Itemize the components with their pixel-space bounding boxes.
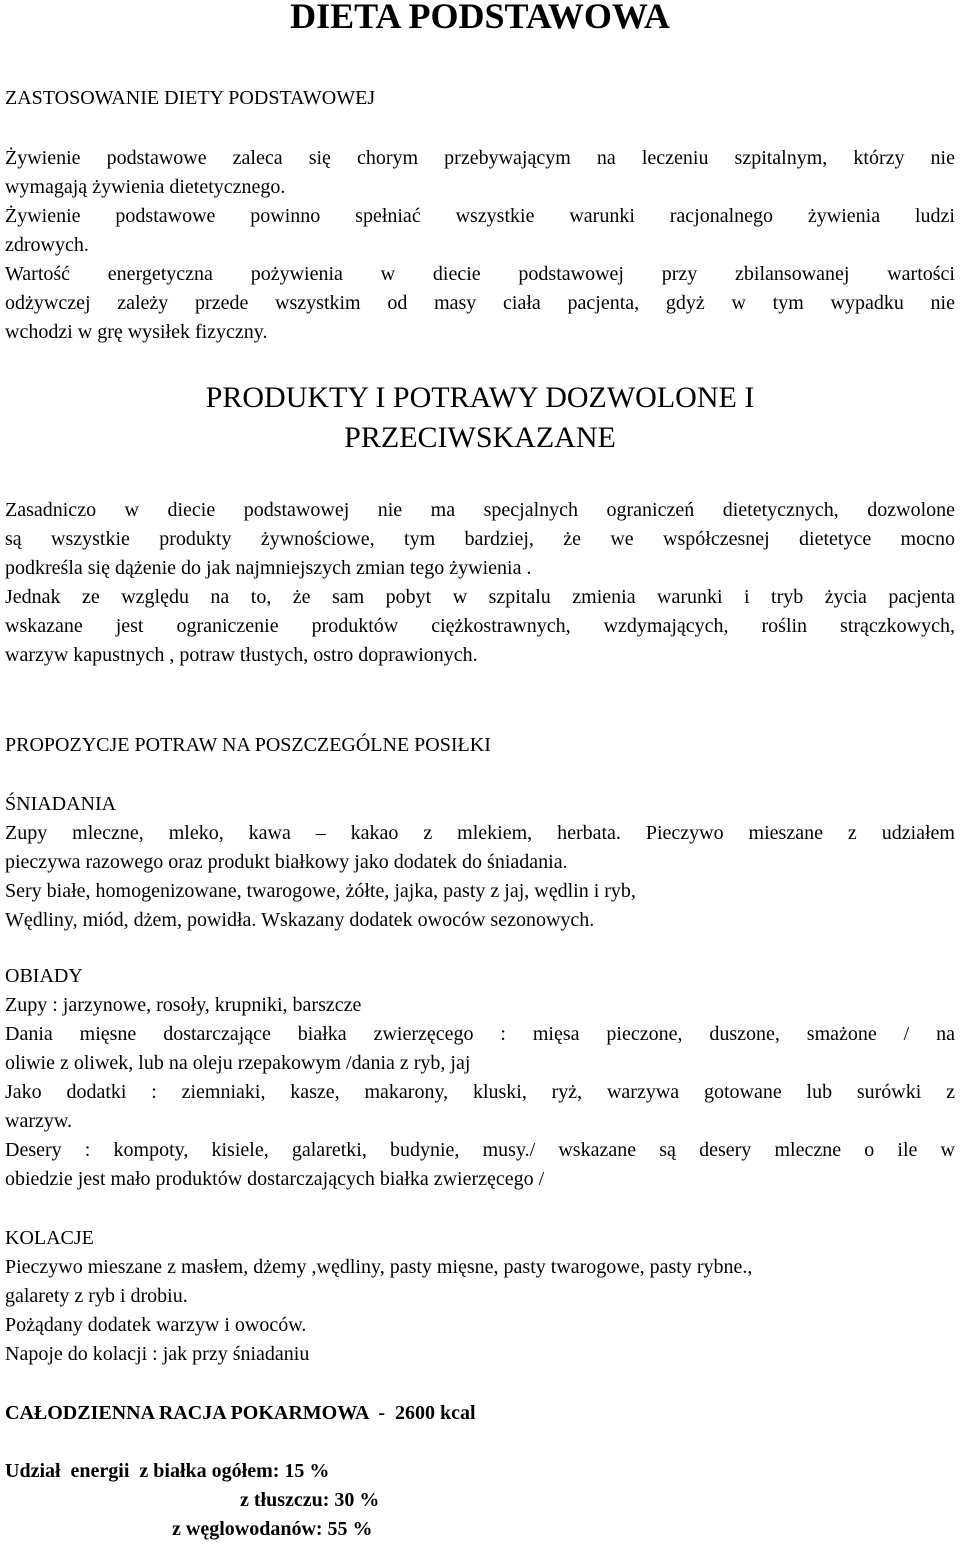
paragraph-line: Pieczywo mieszane z masłem, dżemy ,wędliny, pasty mięsne, pasty twarogowe, pasty rybne., <box>5 1256 753 1278</box>
paragraph-line: obiedzie jest mało produktów dostarczających białka zwierzęcego / <box>5 1168 545 1190</box>
paragraph-line: wchodzi w grę wysiłek fizyczny. <box>5 321 268 343</box>
section-heading-application: ZASTOSOWANIE DIETY PODSTAWOWEJ <box>5 87 376 109</box>
section-heading-products-line2: PRZECIWSKAZANE <box>344 421 616 454</box>
energy-share-fat: z tłuszczu: 30 % <box>240 1489 380 1511</box>
energy-share-protein: Udział energii z białka ogółem: 15 % <box>5 1460 330 1482</box>
paragraph-line: Żywienie podstawowe powinno spełniać wszystkie warunki racjonalnego żywienia ludzi <box>5 205 955 227</box>
paragraph-line: galarety z ryb i drobiu. <box>5 1285 188 1307</box>
paragraph-line: Pożądany dodatek warzyw i owoców. <box>5 1314 307 1336</box>
paragraph-line: Żywienie podstawowe zaleca się chorym przebywającym na leczeniu szpitalnym, którzy nie <box>5 147 955 169</box>
paragraph-line: Desery : kompoty, kisiele, galaretki, budynie, musy./ wskazane są desery mleczne o ile w <box>5 1139 955 1161</box>
subheading-breakfast: ŚNIADANIA <box>5 793 117 815</box>
paragraph-line: Wartość energetyczna pożywienia w diecie podstawowej przy zbilansowanej wartości <box>5 263 955 285</box>
paragraph-line: Zasadniczo w diecie podstawowej nie ma specjalnych ograniczeń dietetycznych, dozwolone <box>5 499 955 521</box>
paragraph-line: odżywczej zależy przede wszystkim od masy ciała pacjenta, gdyż w tym wypadku nie <box>5 292 955 314</box>
page-title: DIETA PODSTAWOWA <box>290 0 670 36</box>
paragraph-line: wskazane jest ograniczenie produktów ciężkostrawnych, wzdymających, roślin strączkowych, <box>5 615 955 637</box>
daily-ration: CAŁODZIENNA RACJA POKARMOWA - 2600 kcal <box>5 1402 476 1424</box>
paragraph-line: Jako dodatki : ziemniaki, kasze, makarony, kluski, ryż, warzywa gotowane lub surówki z <box>5 1081 955 1103</box>
paragraph-line: pieczywa razowego oraz produkt białkowy jako dodatek do śniadania. <box>5 851 568 873</box>
energy-share-carbohydrates: z węglowodanów: 55 % <box>172 1518 373 1540</box>
paragraph-line: warzyw. <box>5 1110 73 1132</box>
paragraph-line: Zupy : jarzynowe, rosoły, krupniki, barszcze <box>5 994 362 1016</box>
section-heading-meals: PROPOZYCJE POTRAW NA POSZCZEGÓLNE POSIŁKI <box>5 734 491 756</box>
paragraph-line: Jednak ze względu na to, że sam pobyt w szpitalu zmienia warunki i tryb życia pacjenta <box>5 586 955 608</box>
paragraph-line: Dania mięsne dostarczające białka zwierzęcego : mięsa pieczone, duszone, smażone / na <box>5 1023 955 1045</box>
section-heading-products-line1: PRODUKTY I POTRAWY DOZWOLONE I <box>205 381 755 414</box>
paragraph-line: wymagają żywienia dietetycznego. <box>5 176 286 198</box>
paragraph-line: Zupy mleczne, mleko, kawa – kakao z mlekiem, herbata. Pieczywo mieszane z udziałem <box>5 822 955 844</box>
subheading-dinner: KOLACJE <box>5 1227 94 1249</box>
subheading-lunch: OBIADY <box>5 965 83 987</box>
paragraph-line: Napoje do kolacji : jak przy śniadaniu <box>5 1343 310 1365</box>
paragraph-line: zdrowych. <box>5 234 89 256</box>
paragraph-line: warzyw kapustnych , potraw tłustych, ostro doprawionych. <box>5 644 478 666</box>
paragraph-line: Wędliny, miód, dżem, powidła. Wskazany dodatek owoców sezonowych. <box>5 909 595 931</box>
paragraph-line: Sery białe, homogenizowane, twarogowe, żółte, jajka, pasty z jaj, wędlin i ryb, <box>5 880 636 902</box>
paragraph-line: podkreśla się dążenie do jak najmniejszych zmian tego żywienia . <box>5 557 532 579</box>
paragraph-line: oliwie z oliwek, lub na oleju rzepakowym /dania z ryb, jaj <box>5 1052 471 1074</box>
paragraph-line: są wszystkie produkty żywnościowe, tym bardziej, że we współczesnej dietetyce mocno <box>5 528 955 550</box>
